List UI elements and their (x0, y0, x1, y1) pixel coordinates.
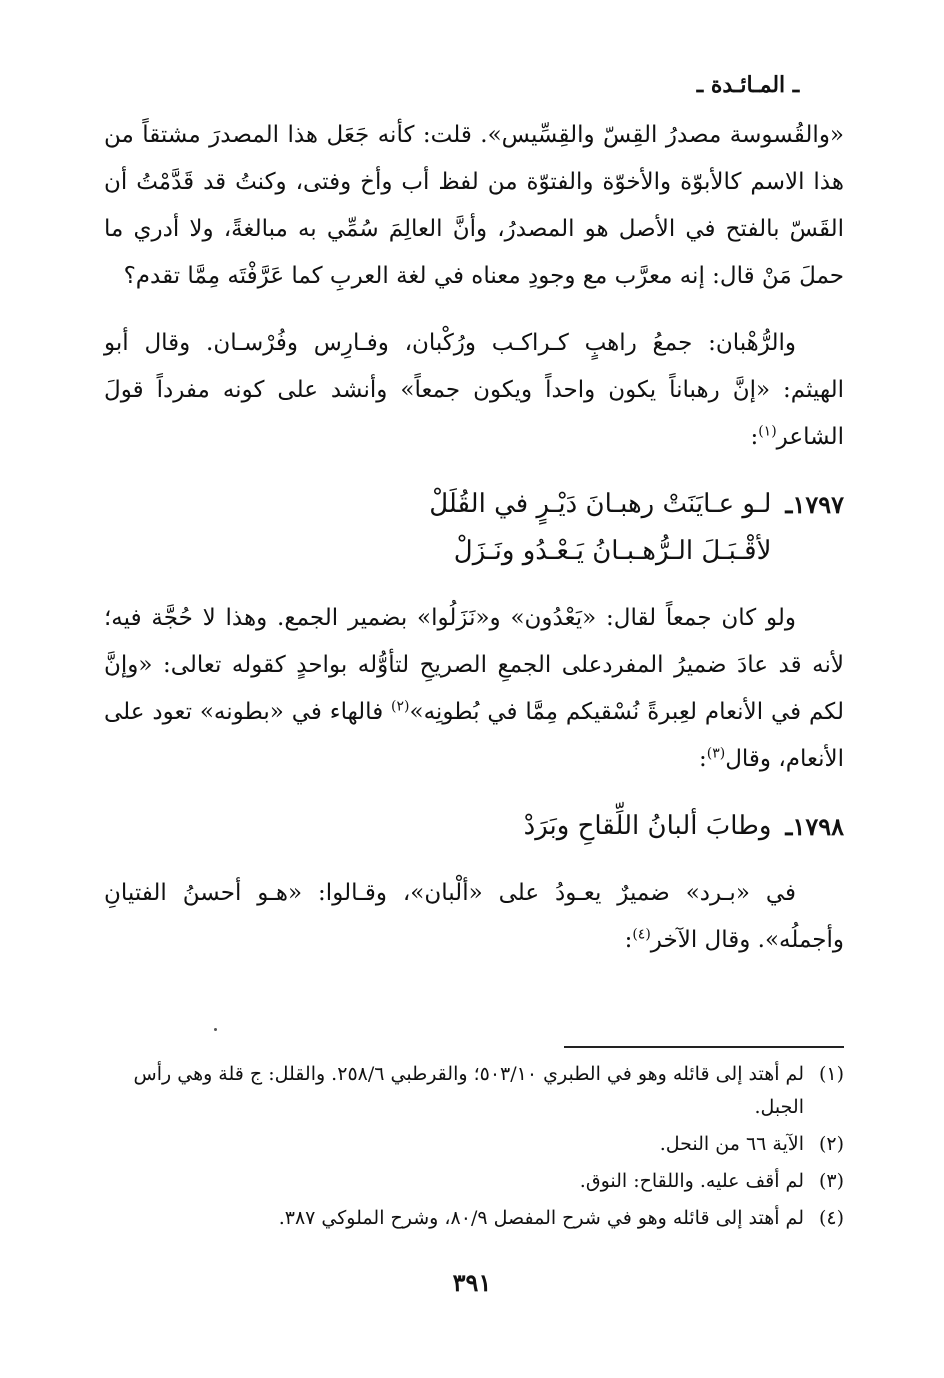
footnote-separator (564, 1046, 844, 1048)
paragraph-4-end: : (624, 927, 633, 953)
verse-1798 (104, 803, 844, 850)
paragraph-2 (104, 320, 844, 461)
verse-lines (104, 803, 771, 850)
footnote-ref-2[interactable]: (٢) (391, 698, 410, 715)
footnote-number: (١) (818, 1063, 844, 1085)
footnote-4 (104, 1202, 844, 1235)
verse-1797 (104, 481, 844, 575)
paragraph-4-text: في «بـرد» ضميرٌ يعـودُ على «ألْبان»، وقـالوا: «هـو أحسنُ الفتيانِ وأجملُه». وقال الآخر (104, 880, 844, 953)
paragraph-4 (104, 870, 844, 964)
footnote-text: لم أهتد إلى قائله وهو في شرح المفصل ٨٠/٩، وشرح الملوكي ٣٨٧. (278, 1207, 804, 1229)
footnote-2 (104, 1128, 844, 1161)
footnote-text: لم أهتد إلى قائله وهو في الطبري ٥٠٣/١٠؛ والقرطبي ٢٥٨/٦. والقلل: ج قلة وهي رأس الجبل. (133, 1063, 804, 1118)
footnote-ref-3[interactable]: (٣) (706, 745, 726, 762)
verse-lines (104, 481, 771, 575)
scan-speck (214, 1028, 217, 1031)
footnote-1 (104, 1058, 844, 1124)
page-number: ٣٩١ (452, 1268, 492, 1297)
footnote-ref-1[interactable]: (١) (758, 423, 777, 440)
paragraph-3-text: ولو كان جمعاً لقال: «يَعْدُون» و«نَزَلُوا» بضمير الجمع. وهذا لا حُجَّة فيه؛ لأنه قد عادَ ضميرُ المفردعلى الجمعِ الصريحِ لتأوُّله بواحدٍ كقوله تعالى: «وإنَّ لكم في الأنعام لعِبرةً نُسْقيكم مِمَّا في بُطونِه» (104, 605, 844, 725)
paragraph-2-end: : (750, 424, 759, 450)
verse-line-2: لأقْـبَـلَ الـرُّهـبـانُ يَـعْـدُو ونَـزَلْ (453, 536, 772, 566)
running-header: ـ المـائـدة ـ (696, 72, 800, 98)
footnote-text: الآية ٦٦ من النحل. (659, 1133, 804, 1155)
footnote-number: (٢) (818, 1133, 844, 1155)
verse-line-1: وطابَ ألبانُ اللِّقاحِ وبَرَدْ (523, 811, 772, 841)
paragraph-3-end: : (698, 746, 707, 772)
verse-line-1: لـو عـايَنَتْ رهبـانَ دَيْـرٍ في القُلَلْ (429, 489, 772, 519)
footnote-3 (104, 1165, 844, 1198)
footnote-number: (٣) (818, 1170, 844, 1192)
footnote-number: (٤) (818, 1207, 844, 1229)
paragraph-1: «والقُسوسة مصدرُ القِسّ والقِسِّيس». قلت: كأنه جَعَل هذا المصدرَ مشتقاً من هذا الاسم كالأبوّة والأخوّة والفتوّة من لفظ أب وأخ وفتى، وكنتُ قد قَدَّمْتُ أن القَسّ بالفتح في الأصل هو المصدرُ، وأنَّ العالِمَ سُمِّي به مبالغةً، ولا أدري ما حملَ مَنْ قال: إنه معرَّب مع وجودِ معناه في لغة العربِ كما عَرَّفْتَه مِمَّا تقدم؟ (104, 122, 844, 289)
verse-number: ١٧٩٧ـ (785, 490, 844, 519)
paragraph-3 (104, 595, 844, 783)
footnotes (104, 1058, 844, 1239)
paragraph-3-cont: فالهاء في «بطونه» تعود على الأنعام، وقال (104, 699, 844, 772)
main-text (104, 112, 844, 984)
verse-number: ١٧٩٨ـ (785, 812, 844, 841)
footnote-text: لم أقف عليه. واللقاح: النوق. (579, 1170, 804, 1192)
footnote-ref-4[interactable]: (٤) (632, 926, 651, 943)
paragraph-2-text: والرُّهْبان: جمعُ راهبٍ كـراكـب ورُكْبان، وفـارِس وفُرْسـان. وقال أبو الهيثم: «إنَّ رهباناً يكون واحداً ويكون جمعاً» وأنشد على كونه مفرداً قولَ الشاعر (104, 330, 844, 450)
